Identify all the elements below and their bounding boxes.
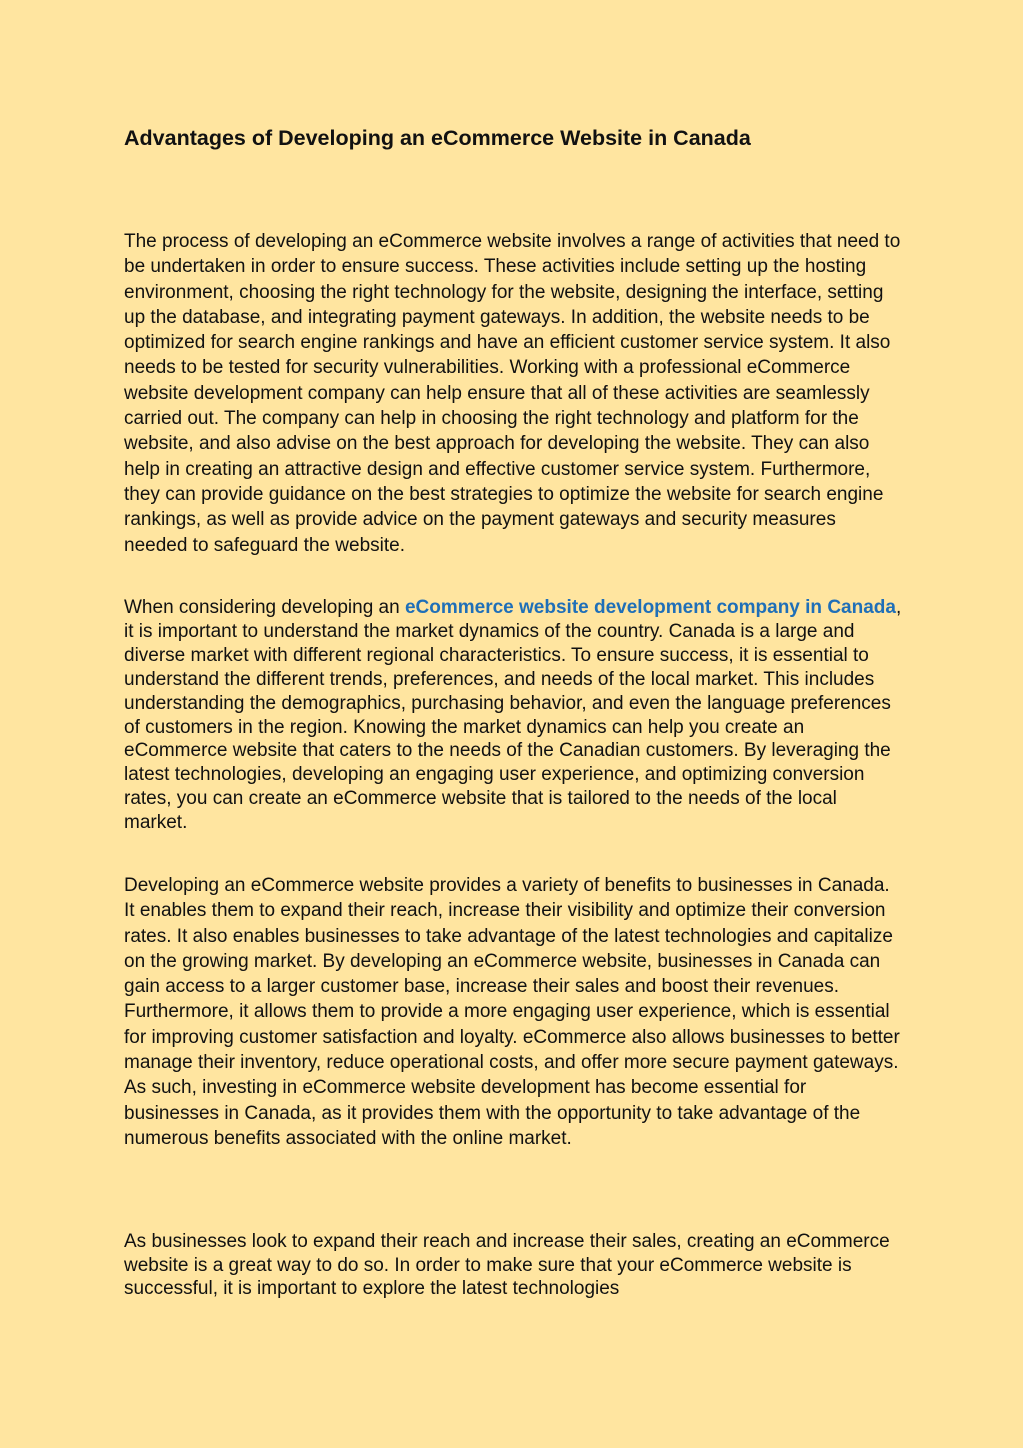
- document-title: Advantages of Developing an eCommerce Website in Canada: [124, 126, 751, 150]
- paragraph-market-dynamics: [124, 596, 904, 835]
- paragraph-expand-reach: As businesses look to expand their reach and increase their sales, creating an eCommerce website is a great way to do so. In order to make sure that your eCommerce website is successful, it is important to explore the latest technologies: [124, 1231, 890, 1300]
- paragraph-benefits: Developing an eCommerce website provides a variety of benefits to businesses in Canada. It enables them to expand their reach, increase their visibility and optimize their conversion rates. It also enables businesses to take advantage of the latest technologies and capitalize on the growing market. By developing an eCommerce website, businesses in Canada can gain access to a larger customer base, increase their sales and boost their revenues. Furthermore, it allows them to provide a more engaging user experience, which is essential for improving customer satisfaction and loyalty. eCommerce also allows businesses to better manage their inventory, reduce operational costs, and offer more secure payment gateways. As such, investing in eCommerce website development has become essential for businesses in Canada, as it provides them with the opportunity to take advantage of the numerous benefits associated with the online market.: [124, 875, 900, 1149]
- paragraph-market-dynamics-body: , it is important to understand the market dynamics of the country. Canada is a large and diverse market with different regional characteristics. To ensure success, it is essential to understand the different trends, preferences, and needs of the local market. This includes understanding the demographics, purchasing behavior, and even the language preferences of customers in the region. Knowing the market dynamics can help you create an eCommerce website that caters to the needs of the Canadian customers. By leveraging the latest technologies, developing an engaging user experience, and optimizing conversion rates, you can create an eCommerce website that is tailored to the needs of the local market.: [124, 597, 902, 834]
- paragraph-process: The process of developing an eCommerce website involves a range of activities that need to be undertaken in order to ensure success. These activities include setting up the hosting environment, choosing the right technology for the website, designing the interface, setting up the database, and integrating payment gateways. In addition, the website needs to be optimized for search engine rankings and have an efficient customer service system. It also needs to be tested for security vulnerabilities. Working with a professional eCommerce website development company can help ensure that all of these activities are seamlessly carried out. The company can help in choosing the right technology and platform for the website, and also advise on the best approach for developing the website. They can also help in creating an attractive design and effective customer service system. Furthermore, they can provide guidance on the best strategies to optimize the website for search engine rankings, as well as provide advice on the payment gateways and security measures needed to safeguard the website.: [124, 231, 901, 556]
- paragraph-market-dynamics-intro: When considering developing an: [124, 597, 405, 618]
- ecommerce-company-link[interactable]: eCommerce website development company in Canada: [404, 597, 896, 618]
